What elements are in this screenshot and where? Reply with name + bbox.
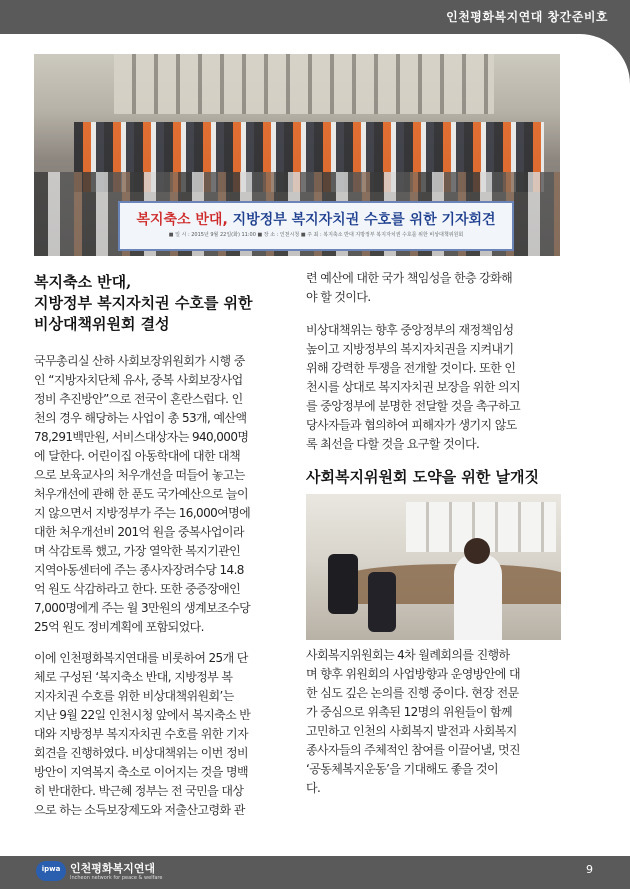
building-facade <box>114 54 494 114</box>
press-conference-photo <box>34 54 560 256</box>
text-line: 지역아동센터에 주는 종사자장려수당 14.8 <box>34 563 244 577</box>
seated-person <box>454 554 502 640</box>
article1-title-line: 비상대책위원회 결성 <box>34 315 170 333</box>
text-line: 7,000명에게 주는 월 3만원의 생계보조수당 <box>34 601 251 615</box>
text-line: 처우개선에 관해 한 푼도 국가예산으로 늘이 <box>34 487 248 501</box>
text-line: 다. <box>306 781 321 795</box>
banner-title <box>120 209 512 229</box>
text-line: 으로 하는 소득보장제도와 저출산고령화 관 <box>34 803 245 817</box>
publication-title: 인천평화복지연대 창간준비호 <box>446 10 608 24</box>
text-line: 당사자들과 협의하여 피해자가 생기지 않도 <box>306 418 517 432</box>
banner-title-blue: 지방정부 복지자치권 수호를 위한 기자회견 <box>227 212 496 228</box>
text-line: 에 달한다. 어린이집 아동학대에 대한 대책 <box>34 449 241 463</box>
text-line: 종사자들의 주체적인 참여를 이끌어낼, 멋진 <box>306 743 520 757</box>
person-head <box>464 538 490 564</box>
text-line: 며 삭감토록 했고, 가장 열악한 복지기관인 <box>34 544 241 558</box>
text-line: 련 예산에 대한 국가 책임성을 한층 강화해 <box>306 271 513 285</box>
text-line: 이에 인천평화복지연대를 비롯하여 25개 단 <box>34 651 248 665</box>
page-number: 9 <box>586 863 593 876</box>
text-line: 인 “지방자치단체 유사, 중복 사회보장사업 <box>34 373 243 387</box>
organization-subtitle: Incheon network for peace & welfare <box>70 875 163 881</box>
text-line: 억 원도 삭감하라고 한다. 또한 중증장애인 <box>34 582 241 596</box>
text-line: 체로 구성된 ‘복지축소 반대, 지방정부 복 <box>34 670 233 684</box>
office-chair <box>328 554 358 614</box>
text-line: 78,291백만원, 서비스대상자는 940,000명 <box>34 430 249 444</box>
text-line: 대한 처우개선비 201억 원을 중복사업이라 <box>34 525 244 539</box>
header-bar <box>0 0 630 34</box>
text-line: ‘공동체복지운동’을 기대해도 좋을 것이 <box>306 762 498 776</box>
logo-text: ipwa <box>41 865 61 873</box>
text-line: 방안이 지역복지 축소로 이어지는 것을 명백 <box>34 765 248 779</box>
text-line: 대와 지방정부 복지자치권 수호를 위한 기자 <box>34 727 248 741</box>
article1-title-line: 지방정부 복지자치권 수호를 위한 <box>34 294 253 312</box>
text-line: 며 향후 위원회의 사업방향과 운영방안에 대 <box>306 667 520 681</box>
article1-title <box>34 272 253 335</box>
text-line: 천시를 상대로 복지자치권 보장을 위한 의지 <box>306 380 520 394</box>
text-line: 비상대책위는 향후 중앙정부의 재정책임성 <box>306 323 514 337</box>
office-chair <box>368 572 396 632</box>
text-line: 야 할 것이다. <box>306 290 371 304</box>
text-line: 25억 원도 정비계획에 포함되었다. <box>34 620 204 634</box>
banner-title-red: 복지축소 반대, <box>136 212 228 228</box>
text-line: 사회복지위원회는 4차 월례회의를 진행하 <box>306 648 510 662</box>
text-line: 지난 9월 22일 인천시청 앞에서 복지축소 반 <box>34 708 251 722</box>
text-line: 지자치권 수호를 위한 비상대책위원회’는 <box>34 689 234 703</box>
article1-title-line: 복지축소 반대, <box>34 273 132 291</box>
organization-logo <box>36 861 66 881</box>
text-line: 록 최선을 다할 것을 요구할 것이다. <box>306 437 480 451</box>
text-line: 위해 강력한 투쟁을 전개할 것이다. 또한 인 <box>306 361 516 375</box>
text-line: 고민하고 인천의 사회복지 발전과 사회복지 <box>306 724 517 738</box>
text-line: 국무총리실 산하 사회보장위원회가 시행 중 <box>34 354 245 368</box>
article2-title: 사회복지위원회 도약을 위한 날개짓 <box>306 468 540 486</box>
text-line: 지 않으면서 지방정부가 주는 16,000여명에 <box>34 506 251 520</box>
text-line: 를 중앙정부에 분명한 전달할 것을 촉구하고 <box>306 399 520 413</box>
text-line: 회견을 진행하였다. 비상대책위는 이번 정비 <box>34 746 248 760</box>
text-line: 히 반대한다. 박근혜 정부는 전 국민을 대상 <box>34 784 244 798</box>
text-line: 가 중심으로 위촉된 12명의 위원들이 함께 <box>306 705 513 719</box>
text-line: 높이고 지방정부의 복지자치권을 지켜내기 <box>306 342 514 356</box>
text-line: 천의 경우 해당하는 사업이 총 53개, 예산액 <box>34 411 247 425</box>
press-banner <box>118 201 514 251</box>
committee-meeting-photo <box>306 494 561 640</box>
text-line: 한 심도 깊은 논의를 진행 중이다. 현장 전문 <box>306 686 519 700</box>
banner-subtitle: ■ 일 시 : 2015년 9월 22일(화) 11:00 ■ 장 소 : 인천시청 ■ 주 최 : 복지축소 반대 지방정부 복지자치권 수호를 위한 비상대책위원회 <box>168 232 464 238</box>
organization-name: 인천평화복지연대 <box>70 862 156 875</box>
text-line: 정비 추진방안”으로 전국이 혼란스럽다. 인 <box>34 392 243 406</box>
text-line: 으로 보육교사의 처우개선을 떠들어 놓고는 <box>34 468 245 482</box>
